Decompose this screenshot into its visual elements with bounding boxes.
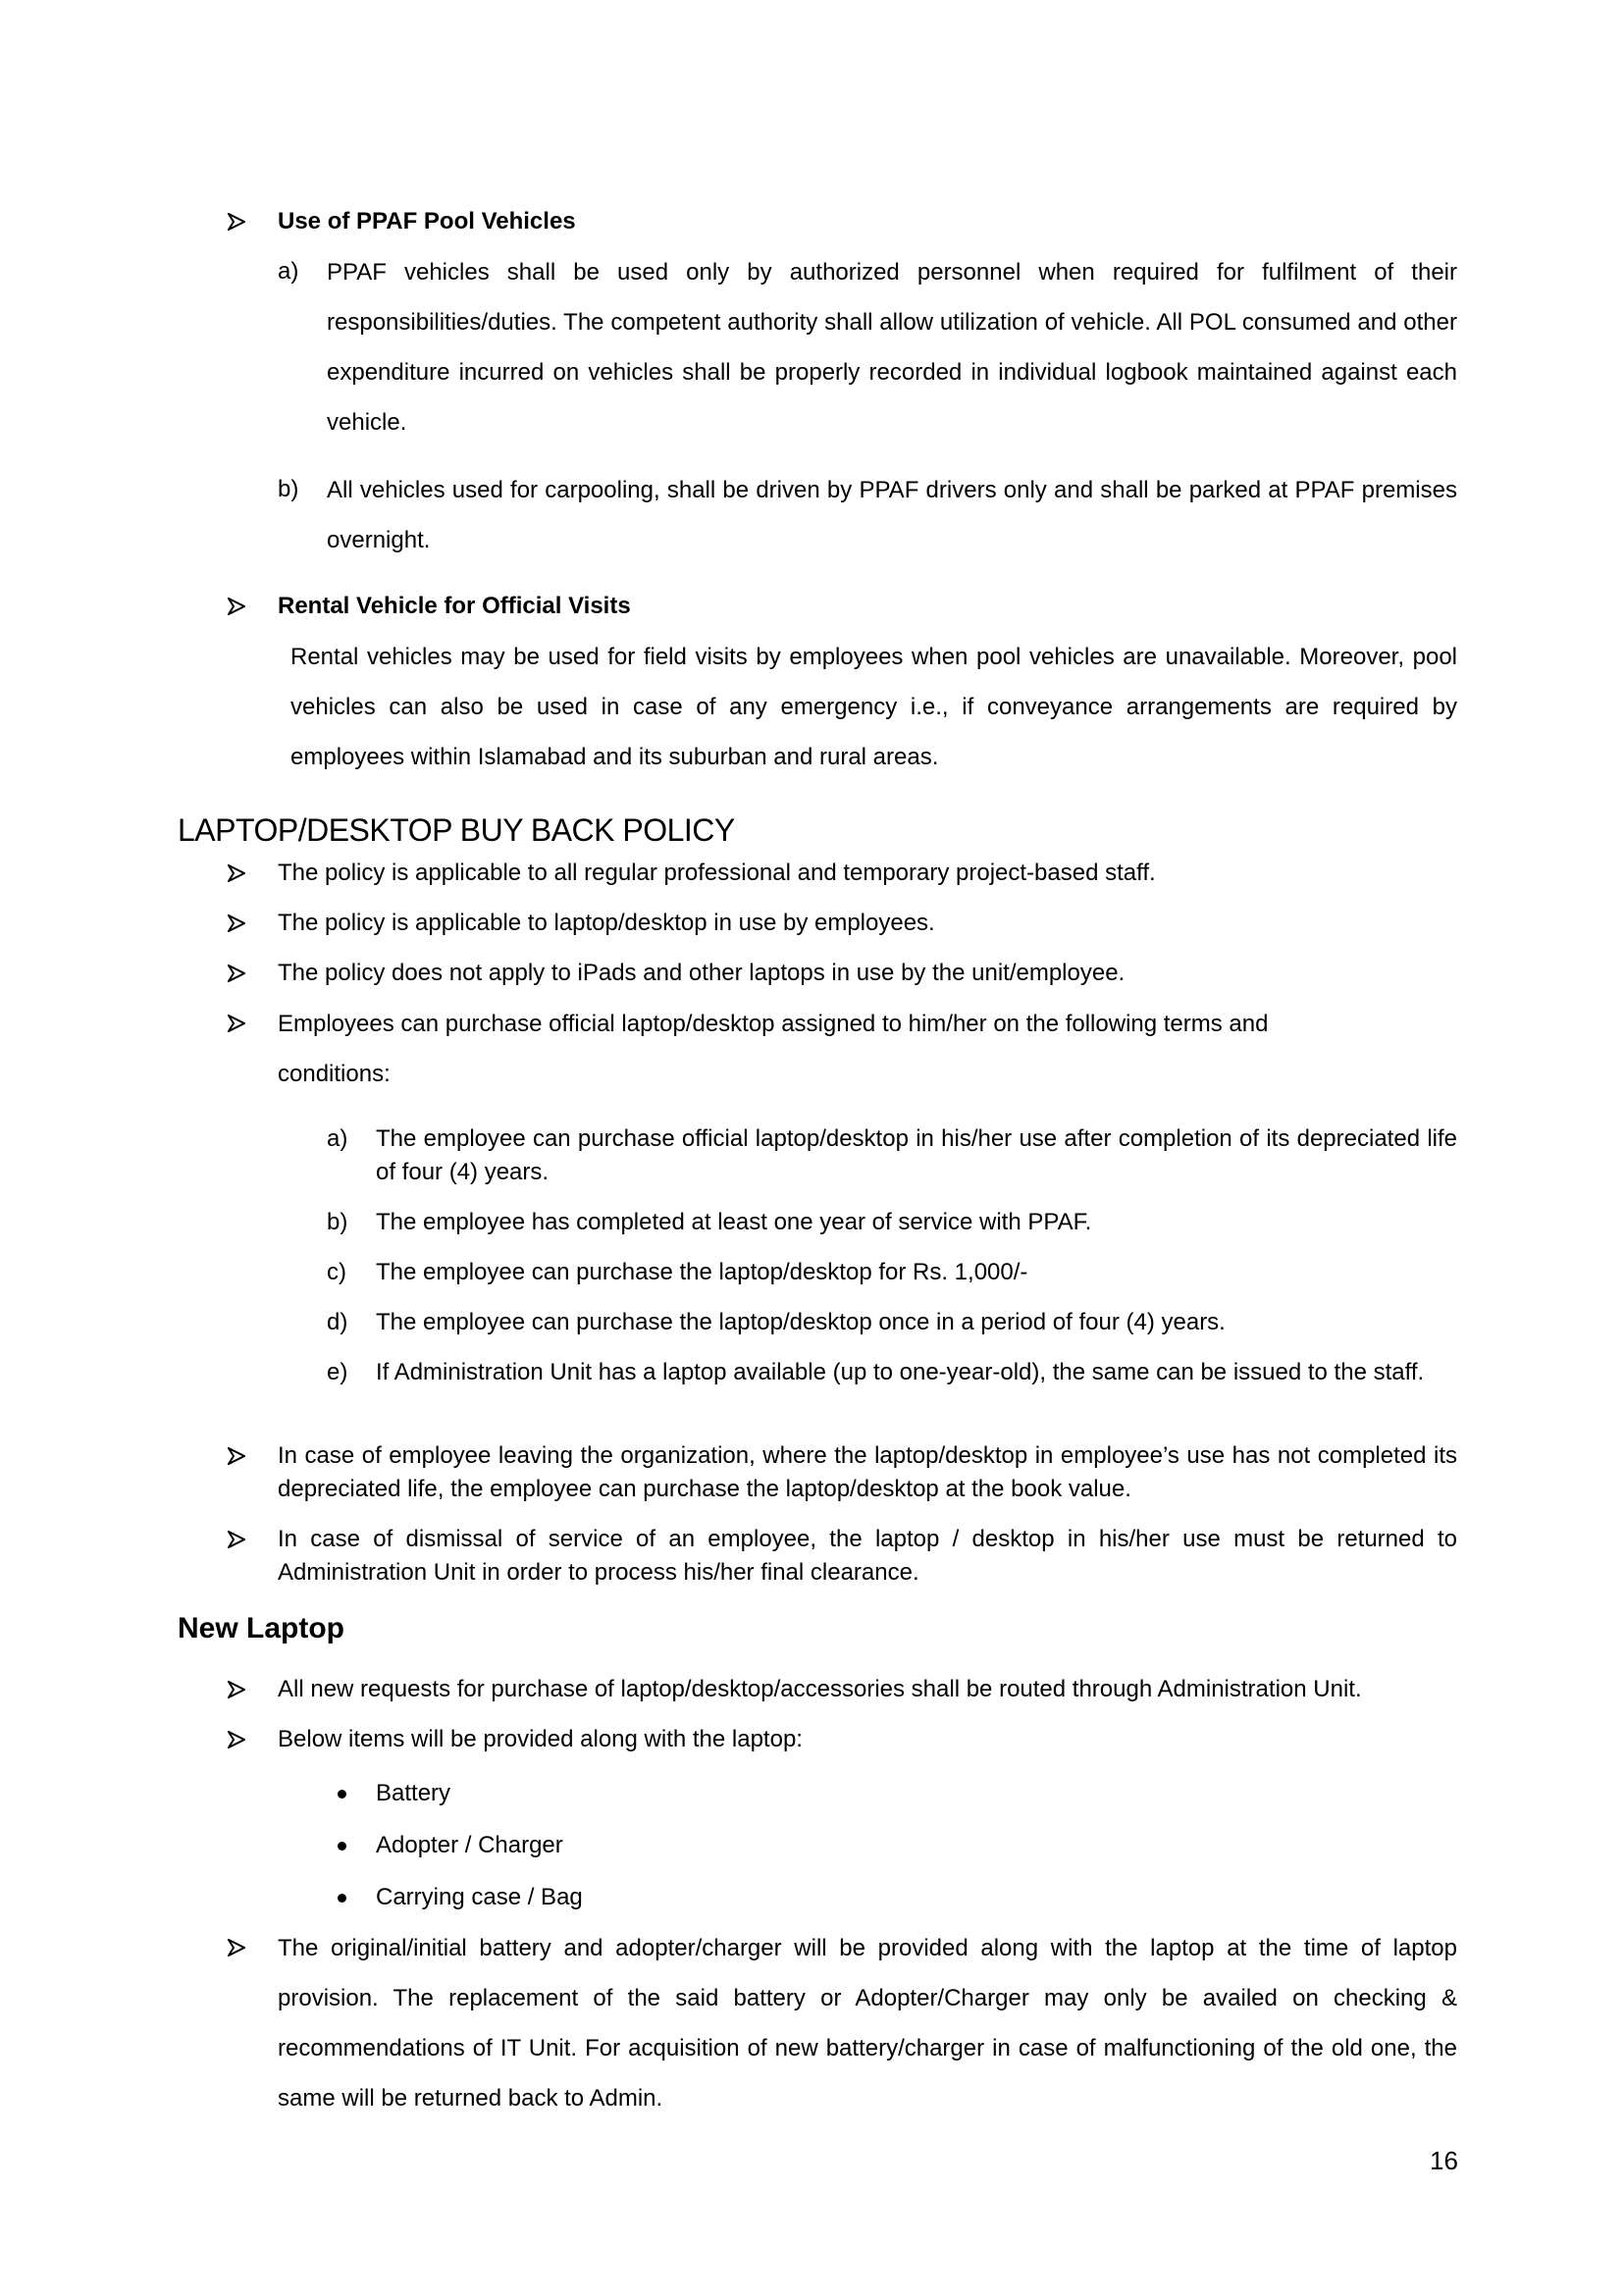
buyback-bullet-3: The policy does not apply to iPads and other laptops in use by the unit/employee. — [278, 960, 1126, 986]
rental-vehicle-text: Rental vehicles may be used for field visits by employees when pool vehicles are unavailable. Moreover, pool vehicles can also be used in case of any emergency i.e., if conveyance arrangements are required by employees within Islamabad and its suburban and rural areas. — [290, 644, 1457, 770]
arrow-bullet-icon — [228, 1523, 257, 1548]
arrow-bullet-icon — [228, 1723, 257, 1748]
buyback-heading: LAPTOP/DESKTOP BUY BACK POLICY — [178, 812, 735, 848]
arrow-bullet-icon — [228, 957, 257, 982]
pool-item-a-label: a) — [278, 258, 299, 285]
item-adopter-charger: Adopter / Charger — [376, 1832, 563, 1858]
bullet-dot-icon — [338, 1894, 346, 1903]
term-d-text: The employee can purchase the laptop/desktop once in a period of four (4) years. — [376, 1309, 1226, 1335]
buyback-bullet-2: The policy is applicable to laptop/desktop in use by employees. — [278, 910, 935, 936]
arrow-bullet-icon — [228, 205, 257, 231]
arrow-bullet-icon — [228, 857, 257, 882]
new-laptop-bullet-2: Below items will be provided along with the laptop: — [278, 1726, 803, 1752]
buyback-bullet-1: The policy is applicable to all regular professional and temporary project-based staff. — [278, 860, 1156, 886]
new-laptop-heading: New Laptop — [178, 1612, 344, 1644]
buyback-bullet-5: In case of employee leaving the organization, where the laptop/desktop in employee’s use has not completed its depreciated life, the employee can purchase the laptop/desktop at the book value. — [278, 1442, 1457, 1502]
arrow-bullet-icon — [228, 907, 257, 932]
arrow-bullet-icon — [228, 590, 257, 615]
bullet-dot-icon — [338, 1790, 346, 1799]
arrow-bullet-icon — [228, 1439, 257, 1465]
pool-item-b-label: b) — [278, 476, 299, 502]
pool-vehicles-heading: Use of PPAF Pool Vehicles — [278, 208, 576, 235]
item-battery: Battery — [376, 1780, 451, 1806]
pool-item-a-text: PPAF vehicles shall be used only by authorized personnel when required for fulfilment of their responsibilities/duties. The competent authority shall allow utilization of vehicle. All POL consumed and other expenditure incurred on vehicles shall be properly recorded in individual logbook maintained against each vehicle. — [327, 259, 1457, 436]
buyback-bullet-4: Employees can purchase official laptop/desktop assigned to him/her on the following terms and conditions: — [278, 1011, 1269, 1087]
term-e-text: If Administration Unit has a laptop available (up to one-year-old), the same can be issued to the staff. — [376, 1359, 1425, 1385]
term-c-label: c) — [327, 1259, 346, 1285]
arrow-bullet-icon — [228, 1007, 257, 1032]
new-laptop-bullet-3: The original/initial battery and adopter/charger will be provided along with the laptop at the time of laptop provision. The replacement of the said battery or Adopter/Charger may only be availed on checking & recommendations of IT Unit. For acquisition of new battery/charger in case of malfunctioning of the old one, the same will be returned back to Admin. — [278, 1935, 1457, 2112]
term-a-label: a) — [327, 1125, 348, 1152]
page-number: 16 — [1430, 2146, 1458, 2175]
arrow-bullet-icon — [228, 1673, 257, 1698]
buyback-bullet-6: In case of dismissal of service of an employee, the laptop / desktop in his/her use must be returned to Administration Unit in order to process his/her final clearance. — [278, 1526, 1457, 1586]
new-laptop-bullet-1: All new requests for purchase of laptop/desktop/accessories shall be routed through Administration Unit. — [278, 1676, 1362, 1702]
term-e-label: e) — [327, 1359, 348, 1385]
item-carrying-case: Carrying case / Bag — [376, 1884, 583, 1910]
rental-vehicle-heading: Rental Vehicle for Official Visits — [278, 593, 631, 619]
term-d-label: d) — [327, 1309, 348, 1335]
term-b-text: The employee has completed at least one year of service with PPAF. — [376, 1209, 1092, 1235]
bullet-dot-icon — [338, 1842, 346, 1851]
term-b-label: b) — [327, 1209, 348, 1235]
term-a-text: The employee can purchase official laptop/desktop in his/her use after completion of its depreciated life of four (4) years. — [376, 1125, 1457, 1185]
arrow-bullet-icon — [228, 1931, 257, 1956]
term-c-text: The employee can purchase the laptop/desktop for Rs. 1,000/- — [376, 1259, 1028, 1285]
pool-item-b-text: All vehicles used for carpooling, shall be driven by PPAF drivers only and shall be parked at PPAF premises overnight. — [327, 477, 1457, 553]
